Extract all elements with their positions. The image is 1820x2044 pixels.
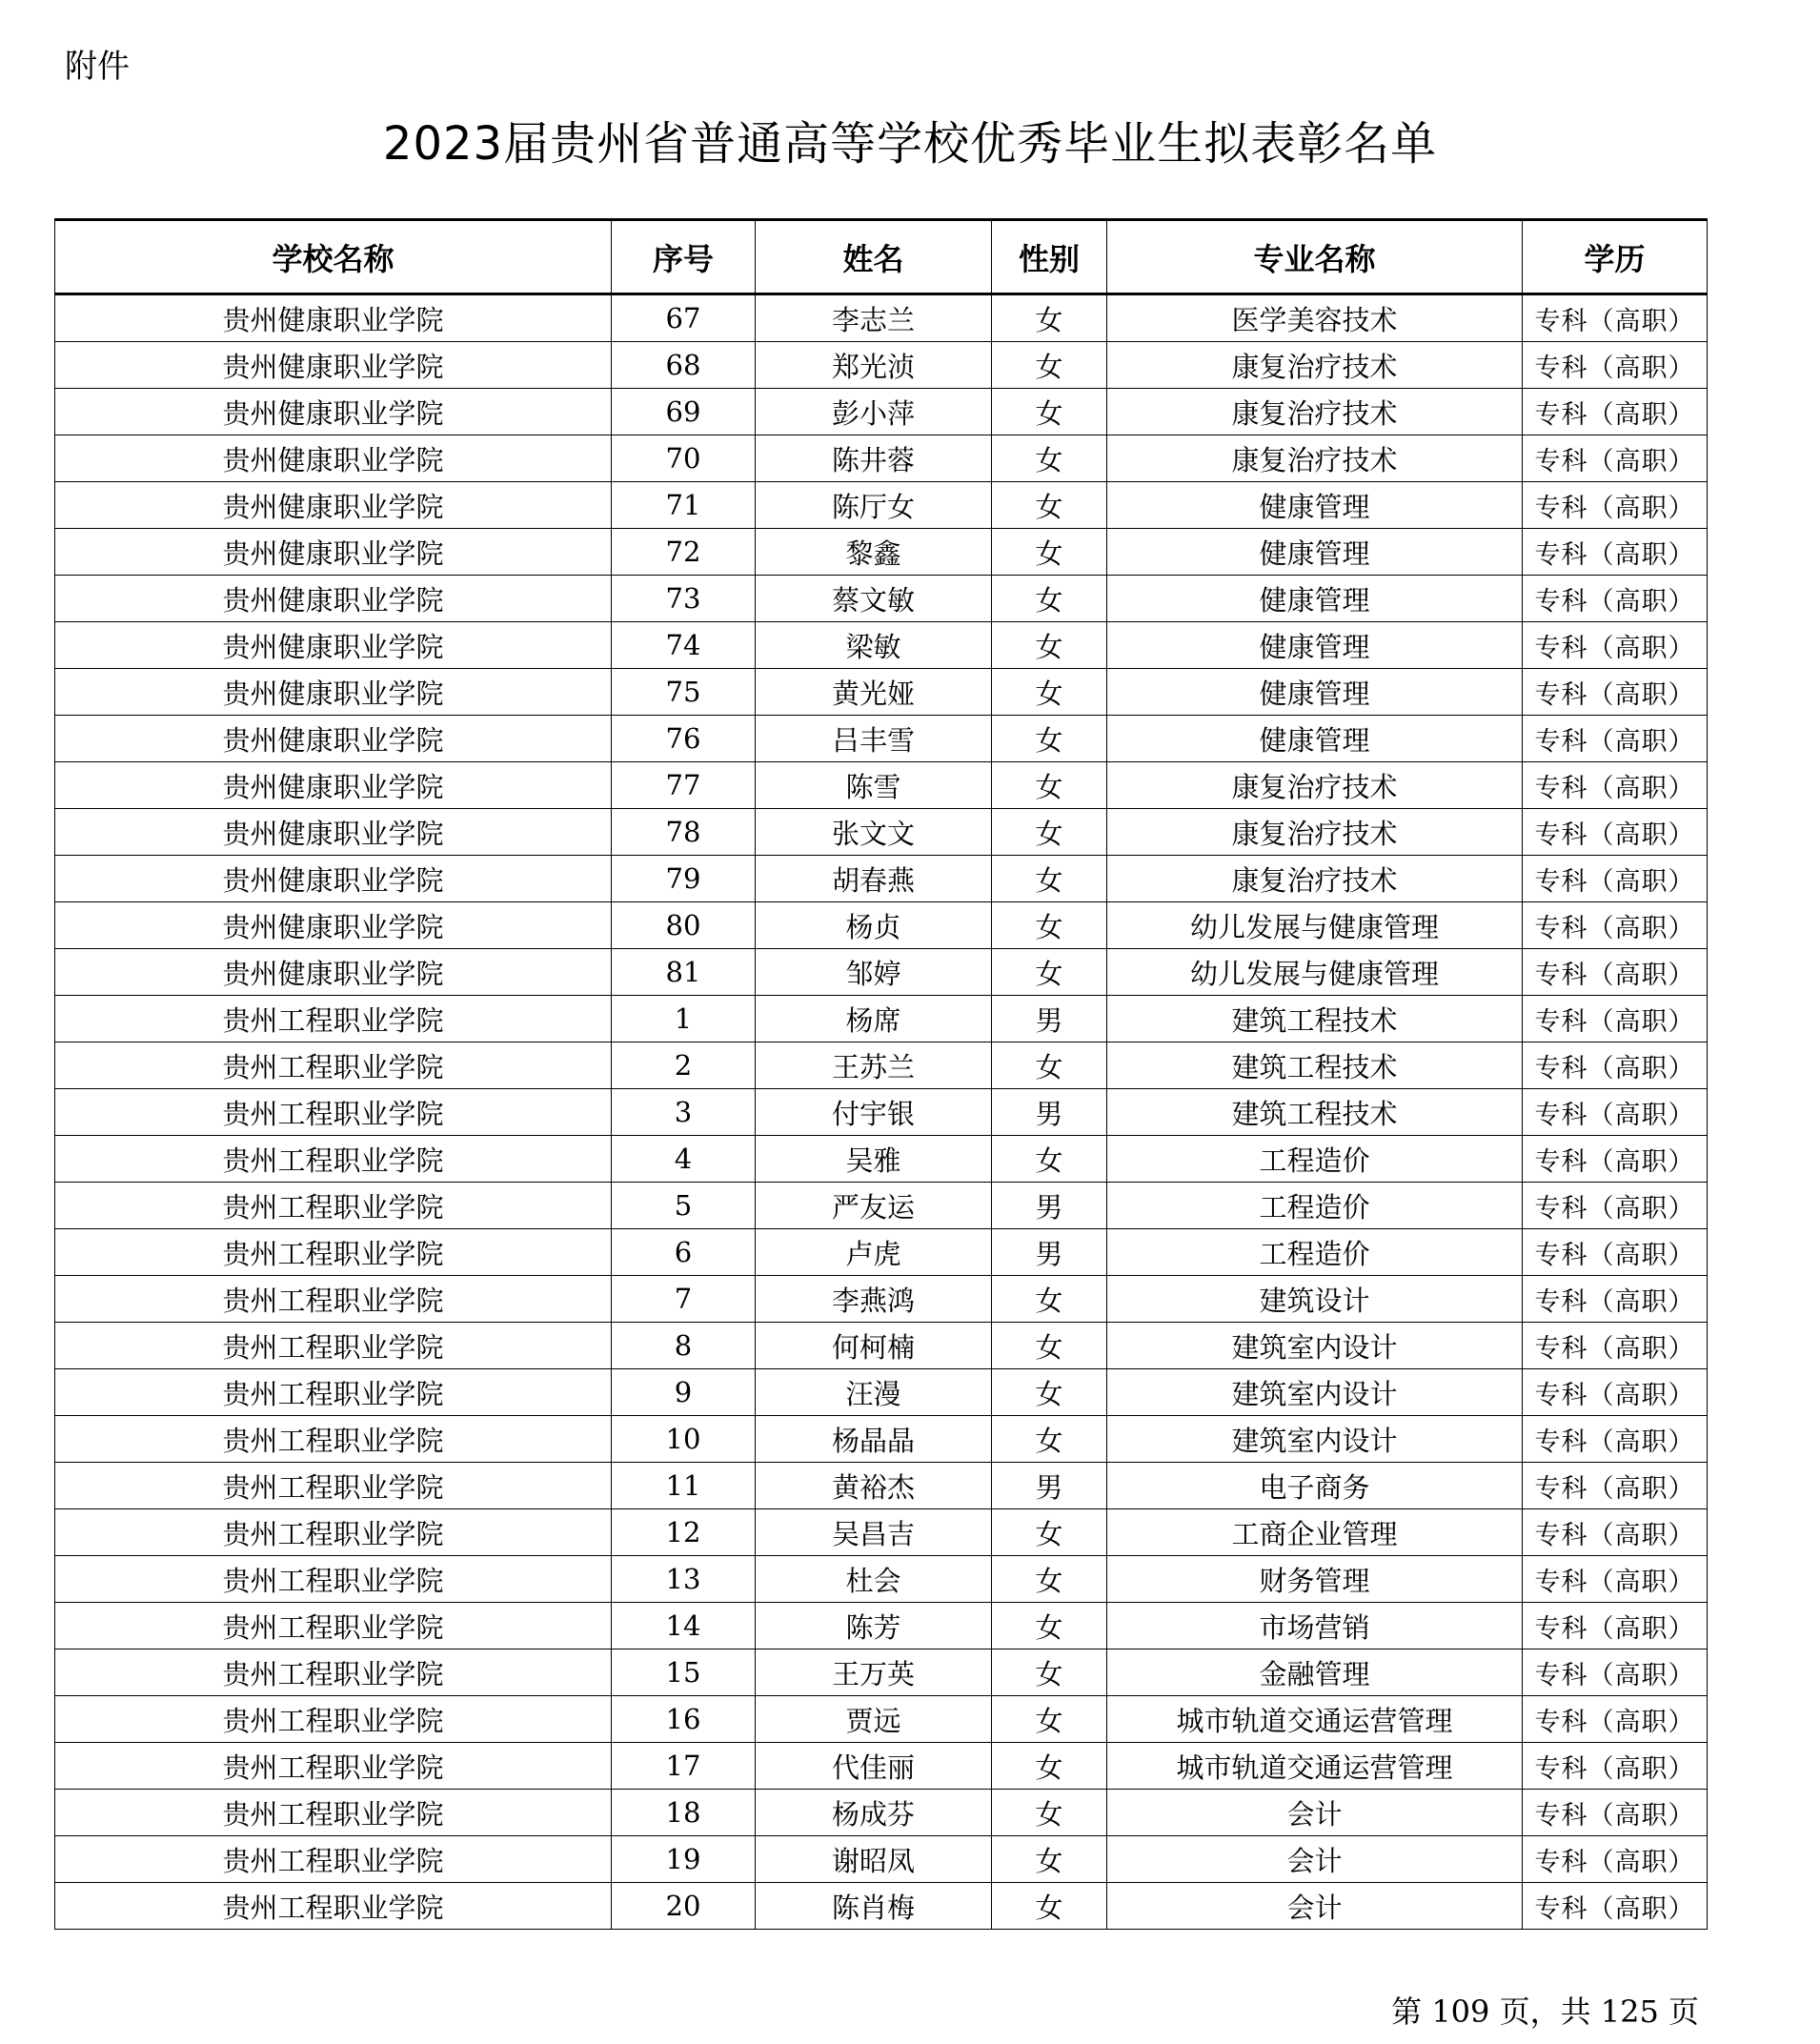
table-row <box>55 996 1708 1042</box>
column-header-name: 姓名 <box>756 220 992 294</box>
cell-name: 邹婷 <box>756 949 992 996</box>
cell-major: 健康管理 <box>1107 576 1523 622</box>
cell-seq: 74 <box>612 622 756 669</box>
cell-major: 工程造价 <box>1107 1136 1523 1183</box>
table-row <box>55 1463 1708 1509</box>
cell-major: 会计 <box>1107 1836 1523 1883</box>
cell-seq: 10 <box>612 1416 756 1463</box>
table-header-row <box>55 220 1708 294</box>
cell-school: 贵州工程职业学院 <box>55 996 612 1042</box>
table-body <box>55 294 1708 1930</box>
table-row <box>55 529 1708 576</box>
table-row <box>55 716 1708 762</box>
cell-education: 专科（高职） <box>1523 1089 1708 1136</box>
cell-seq: 11 <box>612 1463 756 1509</box>
column-header-gender: 性别 <box>992 220 1107 294</box>
cell-name: 严友运 <box>756 1183 992 1229</box>
cell-major: 会计 <box>1107 1883 1523 1930</box>
cell-school: 贵州工程职业学院 <box>55 1136 612 1183</box>
cell-gender: 女 <box>992 1323 1107 1369</box>
cell-school: 贵州工程职业学院 <box>55 1883 612 1930</box>
cell-name: 陈井蓉 <box>756 435 992 482</box>
cell-seq: 69 <box>612 389 756 435</box>
cell-education: 专科（高职） <box>1523 1696 1708 1743</box>
cell-school: 贵州工程职业学院 <box>55 1416 612 1463</box>
cell-major: 康复治疗技术 <box>1107 762 1523 809</box>
cell-name: 胡春燕 <box>756 856 992 902</box>
cell-school: 贵州工程职业学院 <box>55 1369 612 1416</box>
cell-gender: 男 <box>992 1183 1107 1229</box>
cell-major: 康复治疗技术 <box>1107 435 1523 482</box>
cell-education: 专科（高职） <box>1523 1042 1708 1089</box>
cell-school: 贵州工程职业学院 <box>55 1042 612 1089</box>
cell-major: 健康管理 <box>1107 622 1523 669</box>
cell-school: 贵州健康职业学院 <box>55 435 612 482</box>
table-row <box>55 576 1708 622</box>
cell-education: 专科（高职） <box>1523 294 1708 342</box>
cell-school: 贵州健康职业学院 <box>55 529 612 576</box>
cell-school: 贵州工程职业学院 <box>55 1183 612 1229</box>
cell-name: 黄裕杰 <box>756 1463 992 1509</box>
cell-major: 金融管理 <box>1107 1649 1523 1696</box>
table-row <box>55 1089 1708 1136</box>
table-row <box>55 1183 1708 1229</box>
table-row <box>55 389 1708 435</box>
cell-gender: 女 <box>992 435 1107 482</box>
cell-gender: 女 <box>992 1276 1107 1323</box>
cell-name: 陈厅女 <box>756 482 992 529</box>
table-row <box>55 1743 1708 1790</box>
cell-name: 吕丰雪 <box>756 716 992 762</box>
cell-name: 张文文 <box>756 809 992 856</box>
cell-school: 贵州健康职业学院 <box>55 949 612 996</box>
cell-education: 专科（高职） <box>1523 1649 1708 1696</box>
cell-school: 贵州健康职业学院 <box>55 902 612 949</box>
cell-name: 王苏兰 <box>756 1042 992 1089</box>
cell-education: 专科（高职） <box>1523 762 1708 809</box>
cell-seq: 19 <box>612 1836 756 1883</box>
cell-gender: 女 <box>992 1790 1107 1836</box>
cell-education: 专科（高职） <box>1523 1323 1708 1369</box>
column-header-school: 学校名称 <box>55 220 612 294</box>
cell-seq: 71 <box>612 482 756 529</box>
cell-major: 健康管理 <box>1107 716 1523 762</box>
cell-education: 专科（高职） <box>1523 902 1708 949</box>
cell-major: 工程造价 <box>1107 1183 1523 1229</box>
table-row <box>55 1790 1708 1836</box>
cell-name: 郑光浈 <box>756 342 992 389</box>
cell-name: 王万英 <box>756 1649 992 1696</box>
table-row <box>55 669 1708 716</box>
cell-gender: 女 <box>992 1136 1107 1183</box>
cell-major: 市场营销 <box>1107 1603 1523 1649</box>
table-row <box>55 1416 1708 1463</box>
table-row <box>55 1603 1708 1649</box>
cell-gender: 女 <box>992 856 1107 902</box>
cell-gender: 女 <box>992 529 1107 576</box>
cell-name: 蔡文敏 <box>756 576 992 622</box>
page-number: 第 109 页，共 125 页 <box>1391 1993 1699 2030</box>
cell-gender: 女 <box>992 1042 1107 1089</box>
cell-major: 财务管理 <box>1107 1556 1523 1603</box>
cell-seq: 78 <box>612 809 756 856</box>
cell-school: 贵州健康职业学院 <box>55 342 612 389</box>
cell-education: 专科（高职） <box>1523 1790 1708 1836</box>
cell-education: 专科（高职） <box>1523 435 1708 482</box>
cell-education: 专科（高职） <box>1523 716 1708 762</box>
table-row <box>55 1556 1708 1603</box>
cell-school: 贵州健康职业学院 <box>55 762 612 809</box>
cell-seq: 5 <box>612 1183 756 1229</box>
cell-seq: 18 <box>612 1790 756 1836</box>
cell-gender: 女 <box>992 1696 1107 1743</box>
cell-education: 专科（高职） <box>1523 996 1708 1042</box>
cell-education: 专科（高职） <box>1523 1556 1708 1603</box>
cell-school: 贵州健康职业学院 <box>55 482 612 529</box>
cell-seq: 2 <box>612 1042 756 1089</box>
cell-name: 代佳丽 <box>756 1743 992 1790</box>
table-row <box>55 809 1708 856</box>
cell-seq: 14 <box>612 1603 756 1649</box>
cell-education: 专科（高职） <box>1523 1743 1708 1790</box>
cell-gender: 女 <box>992 1883 1107 1930</box>
cell-major: 健康管理 <box>1107 482 1523 529</box>
cell-education: 专科（高职） <box>1523 1416 1708 1463</box>
cell-name: 卢虎 <box>756 1229 992 1276</box>
attachment-label: 附件 <box>65 48 130 86</box>
cell-school: 贵州工程职业学院 <box>55 1603 612 1649</box>
cell-name: 谢昭凤 <box>756 1836 992 1883</box>
cell-name: 杜会 <box>756 1556 992 1603</box>
cell-name: 何柯楠 <box>756 1323 992 1369</box>
cell-gender: 女 <box>992 482 1107 529</box>
table-row <box>55 1042 1708 1089</box>
cell-name: 黄光娅 <box>756 669 992 716</box>
cell-name: 黎鑫 <box>756 529 992 576</box>
table-row <box>55 1883 1708 1930</box>
cell-education: 专科（高职） <box>1523 389 1708 435</box>
table-row <box>55 1276 1708 1323</box>
cell-seq: 77 <box>612 762 756 809</box>
cell-seq: 67 <box>612 294 756 342</box>
cell-gender: 女 <box>992 1556 1107 1603</box>
table-row <box>55 1696 1708 1743</box>
cell-school: 贵州健康职业学院 <box>55 622 612 669</box>
cell-major: 康复治疗技术 <box>1107 856 1523 902</box>
cell-education: 专科（高职） <box>1523 1463 1708 1509</box>
cell-seq: 75 <box>612 669 756 716</box>
cell-gender: 男 <box>992 1089 1107 1136</box>
cell-gender: 女 <box>992 622 1107 669</box>
cell-school: 贵州健康职业学院 <box>55 809 612 856</box>
cell-education: 专科（高职） <box>1523 1883 1708 1930</box>
cell-school: 贵州工程职业学院 <box>55 1649 612 1696</box>
cell-education: 专科（高职） <box>1523 1369 1708 1416</box>
cell-school: 贵州健康职业学院 <box>55 856 612 902</box>
cell-seq: 15 <box>612 1649 756 1696</box>
cell-education: 专科（高职） <box>1523 576 1708 622</box>
cell-school: 贵州工程职业学院 <box>55 1089 612 1136</box>
column-header-seq: 序号 <box>612 220 756 294</box>
table-row <box>55 1836 1708 1883</box>
cell-major: 健康管理 <box>1107 669 1523 716</box>
table-row <box>55 482 1708 529</box>
table-row <box>55 1369 1708 1416</box>
cell-major: 康复治疗技术 <box>1107 342 1523 389</box>
cell-major: 会计 <box>1107 1790 1523 1836</box>
cell-gender: 女 <box>992 809 1107 856</box>
cell-name: 杨席 <box>756 996 992 1042</box>
cell-name: 梁敏 <box>756 622 992 669</box>
cell-gender: 女 <box>992 949 1107 996</box>
cell-education: 专科（高职） <box>1523 809 1708 856</box>
cell-gender: 女 <box>992 1836 1107 1883</box>
cell-gender: 女 <box>992 902 1107 949</box>
cell-gender: 女 <box>992 342 1107 389</box>
cell-name: 汪漫 <box>756 1369 992 1416</box>
cell-gender: 女 <box>992 389 1107 435</box>
cell-school: 贵州工程职业学院 <box>55 1790 612 1836</box>
cell-seq: 13 <box>612 1556 756 1603</box>
cell-seq: 80 <box>612 902 756 949</box>
cell-major: 健康管理 <box>1107 529 1523 576</box>
table-row <box>55 622 1708 669</box>
cell-gender: 女 <box>992 669 1107 716</box>
cell-name: 李燕鸿 <box>756 1276 992 1323</box>
cell-gender: 女 <box>992 576 1107 622</box>
cell-education: 专科（高职） <box>1523 482 1708 529</box>
cell-gender: 男 <box>992 1463 1107 1509</box>
cell-education: 专科（高职） <box>1523 1509 1708 1556</box>
cell-school: 贵州健康职业学院 <box>55 294 612 342</box>
cell-gender: 女 <box>992 294 1107 342</box>
cell-seq: 17 <box>612 1743 756 1790</box>
cell-seq: 4 <box>612 1136 756 1183</box>
cell-major: 康复治疗技术 <box>1107 809 1523 856</box>
cell-name: 贾远 <box>756 1696 992 1743</box>
cell-major: 建筑工程技术 <box>1107 1042 1523 1089</box>
cell-seq: 73 <box>612 576 756 622</box>
cell-name: 吴雅 <box>756 1136 992 1183</box>
cell-school: 贵州工程职业学院 <box>55 1696 612 1743</box>
cell-seq: 1 <box>612 996 756 1042</box>
cell-name: 付宇银 <box>756 1089 992 1136</box>
cell-name: 杨贞 <box>756 902 992 949</box>
cell-school: 贵州工程职业学院 <box>55 1556 612 1603</box>
cell-school: 贵州健康职业学院 <box>55 669 612 716</box>
cell-education: 专科（高职） <box>1523 1276 1708 1323</box>
cell-major: 建筑室内设计 <box>1107 1323 1523 1369</box>
table-row <box>55 435 1708 482</box>
cell-school: 贵州工程职业学院 <box>55 1509 612 1556</box>
cell-education: 专科（高职） <box>1523 1836 1708 1883</box>
cell-gender: 女 <box>992 716 1107 762</box>
cell-school: 贵州工程职业学院 <box>55 1229 612 1276</box>
cell-school: 贵州工程职业学院 <box>55 1276 612 1323</box>
page-title: 2023届贵州省普通高等学校优秀毕业生拟表彰名单 <box>382 117 1438 171</box>
cell-major: 幼儿发展与健康管理 <box>1107 902 1523 949</box>
table-row <box>55 902 1708 949</box>
cell-major: 建筑室内设计 <box>1107 1416 1523 1463</box>
cell-education: 专科（高职） <box>1523 1229 1708 1276</box>
cell-seq: 20 <box>612 1883 756 1930</box>
honors-table <box>54 218 1708 1930</box>
table-row <box>55 342 1708 389</box>
cell-gender: 女 <box>992 1603 1107 1649</box>
cell-name: 陈芳 <box>756 1603 992 1649</box>
table-row <box>55 1323 1708 1369</box>
table-row <box>55 949 1708 996</box>
cell-seq: 79 <box>612 856 756 902</box>
cell-education: 专科（高职） <box>1523 1603 1708 1649</box>
cell-school: 贵州健康职业学院 <box>55 716 612 762</box>
cell-seq: 8 <box>612 1323 756 1369</box>
cell-seq: 72 <box>612 529 756 576</box>
cell-gender: 女 <box>992 1369 1107 1416</box>
cell-seq: 12 <box>612 1509 756 1556</box>
cell-education: 专科（高职） <box>1523 1136 1708 1183</box>
cell-gender: 男 <box>992 996 1107 1042</box>
cell-gender: 女 <box>992 1416 1107 1463</box>
table-row <box>55 1229 1708 1276</box>
cell-seq: 6 <box>612 1229 756 1276</box>
cell-major: 医学美容技术 <box>1107 294 1523 342</box>
cell-name: 彭小萍 <box>756 389 992 435</box>
cell-education: 专科（高职） <box>1523 669 1708 716</box>
column-header-education: 学历 <box>1523 220 1708 294</box>
table-row <box>55 1649 1708 1696</box>
cell-gender: 女 <box>992 762 1107 809</box>
cell-major: 幼儿发展与健康管理 <box>1107 949 1523 996</box>
cell-school: 贵州工程职业学院 <box>55 1743 612 1790</box>
table-row <box>55 294 1708 342</box>
table-row <box>55 762 1708 809</box>
cell-school: 贵州工程职业学院 <box>55 1463 612 1509</box>
cell-major: 建筑工程技术 <box>1107 996 1523 1042</box>
cell-name: 杨晶晶 <box>756 1416 992 1463</box>
cell-major: 城市轨道交通运营管理 <box>1107 1696 1523 1743</box>
cell-school: 贵州工程职业学院 <box>55 1323 612 1369</box>
cell-education: 专科（高职） <box>1523 1183 1708 1229</box>
cell-education: 专科（高职） <box>1523 949 1708 996</box>
cell-name: 杨成芬 <box>756 1790 992 1836</box>
cell-seq: 81 <box>612 949 756 996</box>
cell-education: 专科（高职） <box>1523 342 1708 389</box>
cell-education: 专科（高职） <box>1523 622 1708 669</box>
cell-major: 工程造价 <box>1107 1229 1523 1276</box>
cell-seq: 76 <box>612 716 756 762</box>
cell-name: 陈雪 <box>756 762 992 809</box>
table-row <box>55 856 1708 902</box>
cell-school: 贵州健康职业学院 <box>55 389 612 435</box>
table-row <box>55 1509 1708 1556</box>
cell-seq: 7 <box>612 1276 756 1323</box>
cell-seq: 9 <box>612 1369 756 1416</box>
cell-gender: 女 <box>992 1649 1107 1696</box>
cell-name: 吴昌吉 <box>756 1509 992 1556</box>
cell-major: 电子商务 <box>1107 1463 1523 1509</box>
cell-education: 专科（高职） <box>1523 856 1708 902</box>
cell-seq: 68 <box>612 342 756 389</box>
cell-major: 工商企业管理 <box>1107 1509 1523 1556</box>
cell-education: 专科（高职） <box>1523 529 1708 576</box>
table-row <box>55 1136 1708 1183</box>
cell-school: 贵州健康职业学院 <box>55 576 612 622</box>
cell-major: 康复治疗技术 <box>1107 389 1523 435</box>
cell-name: 李志兰 <box>756 294 992 342</box>
cell-major: 建筑室内设计 <box>1107 1369 1523 1416</box>
cell-seq: 16 <box>612 1696 756 1743</box>
cell-gender: 男 <box>992 1229 1107 1276</box>
column-header-major: 专业名称 <box>1107 220 1523 294</box>
cell-seq: 3 <box>612 1089 756 1136</box>
cell-major: 建筑设计 <box>1107 1276 1523 1323</box>
cell-gender: 女 <box>992 1509 1107 1556</box>
cell-major: 建筑工程技术 <box>1107 1089 1523 1136</box>
cell-name: 陈肖梅 <box>756 1883 992 1930</box>
cell-major: 城市轨道交通运营管理 <box>1107 1743 1523 1790</box>
cell-school: 贵州工程职业学院 <box>55 1836 612 1883</box>
cell-gender: 女 <box>992 1743 1107 1790</box>
cell-seq: 70 <box>612 435 756 482</box>
